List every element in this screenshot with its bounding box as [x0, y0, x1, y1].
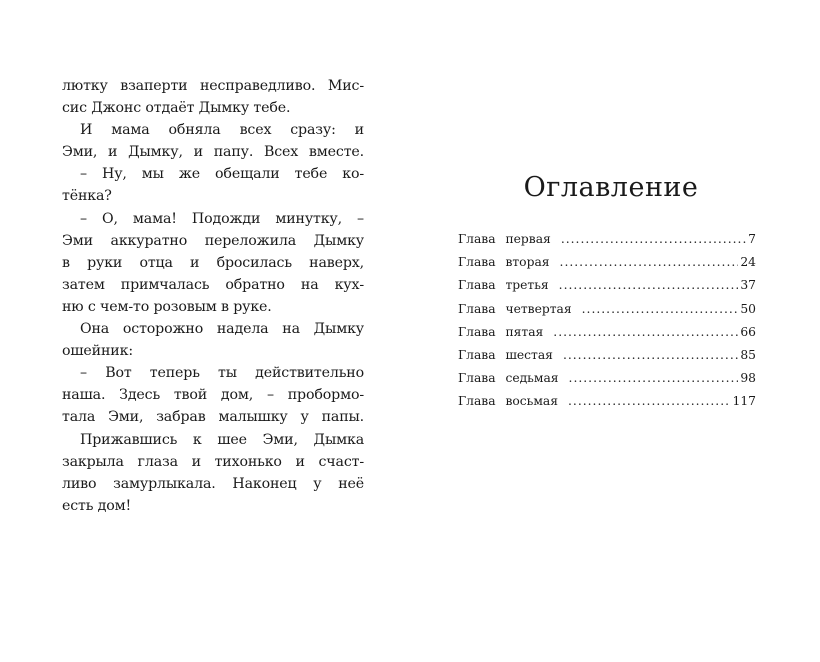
toc-leader-dots [559, 274, 739, 297]
toc-page-number: 24 [740, 255, 756, 270]
text-line: Прижавшись к шее Эми, Дымка [80, 431, 364, 448]
toc-chapter-title: Глава шестая [458, 347, 553, 362]
text-line: закрыла глаза и тихонько и счаст- [62, 453, 364, 470]
text-line: наша. Здесь твой дом, – пробормо- [62, 387, 364, 404]
toc-entry[interactable] [458, 321, 756, 344]
text-line: тала Эми, забрав малышку у папы. [62, 409, 364, 426]
toc-leader-dots [568, 390, 731, 413]
toc-page-number: 7 [748, 232, 756, 246]
toc-leader-dots [582, 298, 739, 321]
toc-page-number: 85 [740, 347, 756, 362]
text-line: затем примчалась обратно на кух- [62, 276, 364, 293]
toc-list [458, 228, 756, 414]
toc-page-number: 37 [740, 278, 756, 293]
left-page-text [62, 75, 364, 517]
toc-leader-dots [560, 251, 739, 274]
toc-chapter-title: Глава пятая [458, 324, 544, 339]
text-line: – О, мама! Подожди минутку, – [80, 210, 364, 227]
text-line: тёнка? [62, 188, 112, 205]
text-line: сис Джонс отдаёт Дымку тебе. [62, 100, 291, 117]
text-line: И мама обняла всех сразу: и [80, 122, 364, 139]
text-line: Эми, и Дымку, и папу. Всех вместе. [62, 144, 364, 161]
toc-chapter-title: Глава третья [458, 278, 549, 293]
text-line: есть дом! [62, 497, 132, 514]
toc-entry[interactable] [458, 251, 756, 274]
toc-chapter-title: Глава первая [458, 232, 551, 246]
toc-leader-dots [561, 228, 746, 251]
toc-title: Оглавление [523, 172, 699, 203]
toc-chapter-title: Глава вторая [458, 255, 550, 270]
toc-chapter-title: Глава восьмая [458, 394, 559, 409]
toc-page-number: 117 [732, 394, 756, 409]
toc-chapter-title: Глава седьмая [458, 371, 559, 386]
toc-page-number: 50 [740, 301, 756, 316]
toc-entry[interactable] [458, 228, 756, 251]
toc-leader-dots [563, 344, 738, 367]
text-line: – Вот теперь ты действительно [80, 365, 364, 382]
toc-leader-dots [569, 367, 739, 390]
toc-page-number: 66 [740, 324, 756, 339]
toc-chapter-title: Глава четвертая [458, 301, 572, 316]
toc-entry[interactable] [458, 390, 756, 413]
toc-page-number: 98 [740, 371, 756, 386]
text-line: ню с чем-то розовым в руке. [62, 298, 272, 315]
toc-entry[interactable] [458, 344, 756, 367]
toc-entry[interactable] [458, 298, 756, 321]
toc-entry[interactable] [458, 274, 756, 297]
toc-entry[interactable] [458, 367, 756, 390]
text-line: ливо замурлыкала. Наконец у неё [62, 475, 364, 492]
toc-leader-dots [553, 321, 738, 344]
text-line: Она осторожно надела на Дымку [80, 321, 364, 338]
table-of-contents [458, 172, 756, 414]
text-line: ошейник: [62, 343, 133, 360]
text-line: Эми аккуратно переложила Дымку [62, 232, 364, 249]
text-line: в руки отца и бросилась наверх, [62, 254, 364, 271]
text-line: лютку взаперти несправедливо. Мис- [62, 78, 364, 94]
text-line: – Ну, мы же обещали тебе ко- [80, 166, 364, 183]
